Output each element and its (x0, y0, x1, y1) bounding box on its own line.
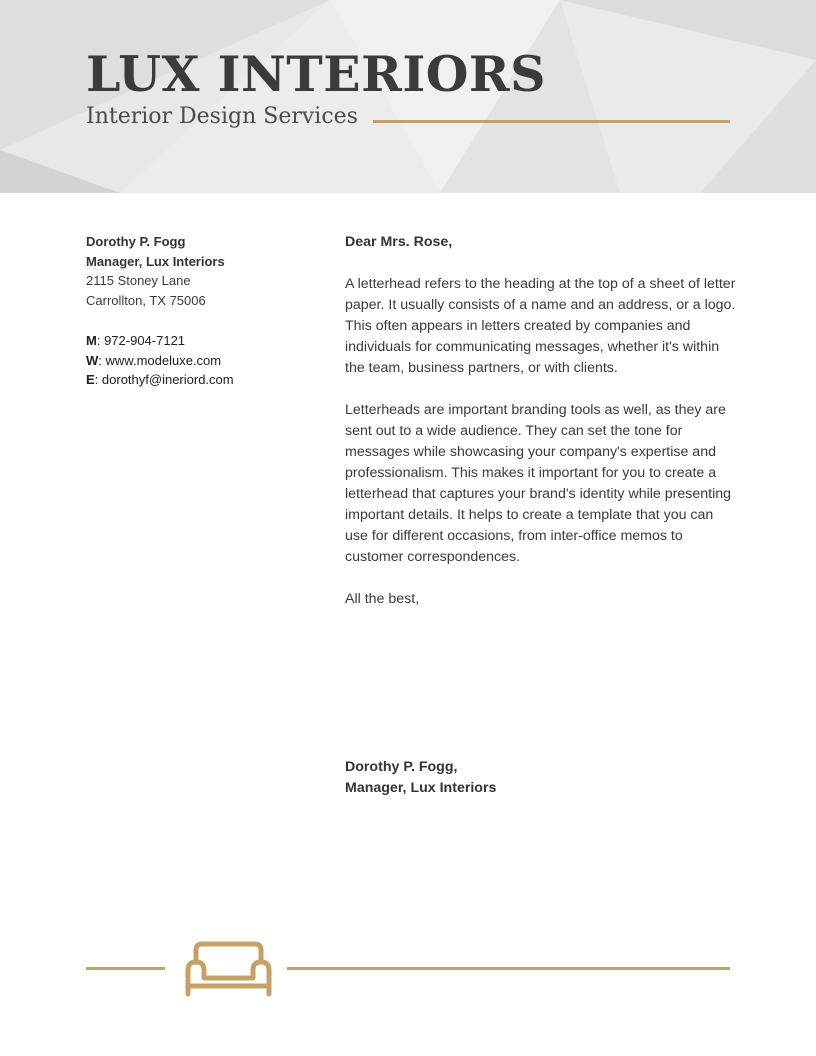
sender-address-line2: Carrollton, TX 75006 (86, 293, 206, 309)
contact-mobile: M: 972-904-7121 (86, 333, 186, 348)
email-label: E (86, 372, 95, 388)
mobile-number: 972-904-7121 (104, 333, 186, 348)
letter-body (345, 232, 737, 610)
company-tagline: Interior Design Services (86, 104, 358, 129)
sender-title: Manager, Lux Interiors (86, 253, 225, 269)
footer-divider-right (287, 967, 730, 970)
mobile-label: M (86, 333, 97, 348)
sender-name: Dorothy P. Fogg (86, 234, 186, 249)
letter-closing: All the best, (345, 591, 420, 607)
contact-email: E: dorothyf@ineriord.com (86, 372, 234, 388)
header-banner (0, 0, 816, 193)
contact-block (86, 331, 316, 390)
web-label: W (86, 352, 99, 368)
header-divider (373, 120, 730, 123)
letter-salutation: Dear Mrs. Rose, (345, 234, 453, 250)
letter-paragraph-2: Letterheads are important branding tools as well, as they are sent out to a wide audience. They can set the tone for messages while showcasing your company's expertise and professionalism. This makes it important for you to create a letterhead that captures your brand's identity while presenting important details. It helps to create a template that you can use for different occasions, from inter-office memos to customer correspondences. (345, 402, 731, 565)
website-link[interactable]: www.modeluxe.com (105, 352, 222, 368)
signature-name: Dorothy P. Fogg, (345, 759, 458, 775)
letter-paragraph-1: A letterhead refers to the heading at the top of a sheet of letter paper. It usually consists of a name and an address, or a logo. This often appears in letters created by companies and individuals for communicating messages, whether it's within the team, business partners, or with clients. (345, 276, 736, 376)
contact-web: W: www.modeluxe.com (86, 352, 222, 368)
sender-address-line1: 2115 Stoney Lane (86, 273, 191, 289)
company-name: LUX INTERIORS (86, 45, 547, 103)
sender-block (86, 232, 316, 311)
email-link[interactable]: dorothyf@ineriord.com (101, 372, 234, 388)
signature-title: Manager, Lux Interiors (345, 780, 497, 796)
signature-block (345, 757, 737, 799)
footer-divider-left (86, 967, 165, 970)
sofa-icon (184, 940, 276, 1000)
